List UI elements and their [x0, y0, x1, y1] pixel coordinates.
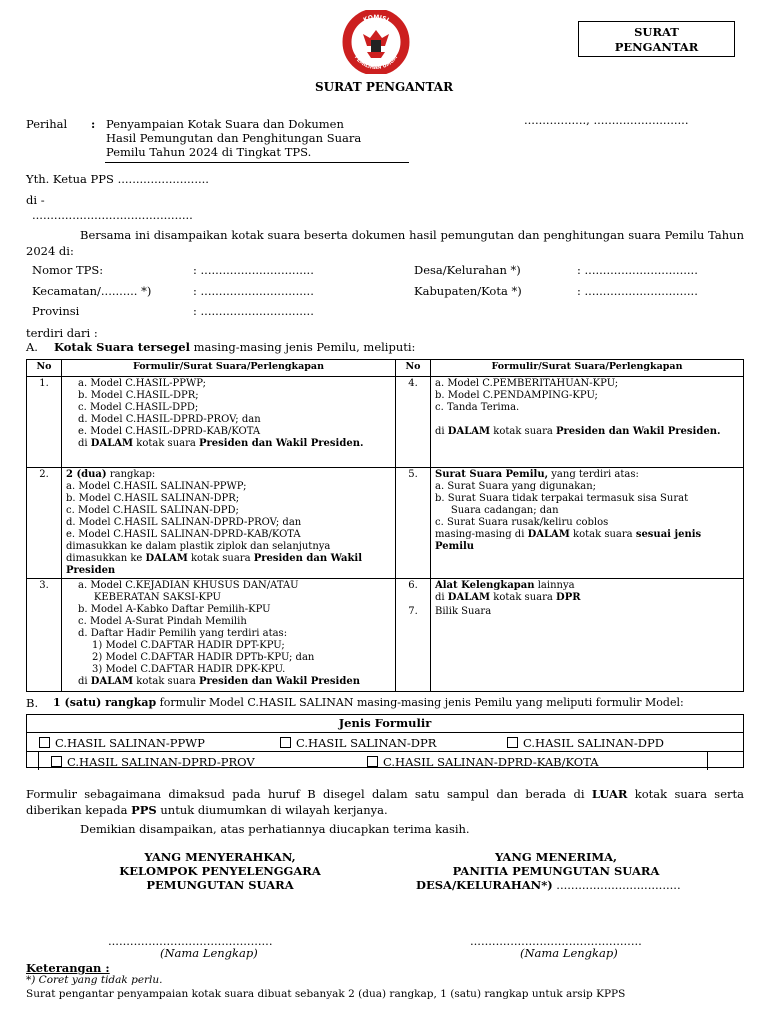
badge-line1: SURAT	[634, 25, 679, 39]
list-item: b. Model A-Kabko Daftar Pemilih-KPU	[78, 604, 271, 615]
checkbox-dprd-prov[interactable]: C.HASIL SALINAN-DPRD-PROV	[51, 755, 255, 769]
cell-footer: dimasukkan ke DALAM kotak suara Presiden dan Wakil Presiden	[66, 553, 362, 576]
perihal-line-1: Penyampaian Kotak Suara dan Dokumen	[106, 117, 344, 131]
list-item: c. Model A-Surat Pindah Memilih	[78, 616, 247, 627]
perihal-text	[106, 117, 406, 159]
row-no: 4.	[396, 377, 431, 468]
cell-footer: di DALAM kotak suara Presiden dan Wakil Presiden	[78, 676, 360, 687]
list-item: a. Model C.PEMBERITAHUAN-KPU;	[435, 378, 619, 389]
row-no: 6. 7.	[396, 579, 431, 692]
cell-footer: di DALAM kotak suara DPR	[435, 592, 581, 603]
table-row	[27, 377, 744, 468]
field-label-kecamatan: Kecamatan/.......... *)	[32, 284, 152, 298]
jenis-formulir-table	[26, 714, 744, 768]
list-item: b. Model C.HASIL SALINAN-DPR;	[66, 493, 240, 504]
checkbox-icon	[51, 756, 62, 767]
list-item: d. Model C.HASIL SALINAN-DPRD-PROV; dan	[66, 517, 302, 528]
col-header-form-left: Formulir/Surat Suara/Perlengkapan	[62, 360, 396, 377]
name-dots-left: .............................................	[108, 934, 273, 948]
jenis-formulir-row	[27, 733, 743, 752]
cell-head: Surat Suara Pemilu, yang terdiri atas:	[435, 469, 639, 480]
list-item: c. Model C.HASIL SALINAN-DPD;	[66, 505, 239, 516]
name-label-right: (Nama Lengkap)	[520, 946, 618, 960]
checkbox-dpr[interactable]: C.HASIL SALINAN-DPR	[280, 736, 436, 750]
section-a-letter: A.	[26, 340, 38, 354]
field-value-provinsi: : ...............................	[193, 304, 314, 318]
checkbox-icon	[39, 737, 50, 748]
field-label-nomor-tps: Nomor TPS:	[32, 263, 104, 277]
name-dots-right: ...............................................	[470, 934, 642, 948]
row-cell-left	[62, 468, 396, 579]
field-value-nomor-tps: : ...............................	[193, 263, 314, 277]
col-header-form-right: Formulir/Surat Suara/Perlengkapan	[431, 360, 744, 377]
kpu-logo	[337, 10, 415, 74]
checkbox-icon	[507, 737, 518, 748]
di-line: di -	[26, 193, 45, 207]
row-cell-left	[62, 579, 396, 692]
checkbox-icon	[280, 737, 291, 748]
row-cell-right	[431, 377, 744, 468]
cell-footer: masing-masing di DALAM kotak suara sesuai jenis Pemilu	[435, 529, 702, 552]
list-item: e. Model C.HASIL SALINAN-DPRD-KAB/KOTA	[66, 529, 301, 540]
recipient-line: Yth. Ketua PPS .........................	[26, 172, 209, 186]
perihal-line-3: Pemilu Tahun 2024 di Tingkat TPS.	[106, 145, 312, 159]
list-item: e. Model C.HASIL-DPRD-KAB/KOTA	[78, 426, 261, 437]
document-type-badge	[578, 21, 735, 57]
list-item: c. Surat Suara rusak/keliru coblos	[435, 517, 609, 528]
list-item: d. Daftar Hadir Pemilih yang terdiri atas:	[78, 628, 288, 639]
date-line: ................., ..........................	[524, 113, 689, 127]
badge-line2: PENGANTAR	[614, 40, 699, 54]
checkbox-ppwp[interactable]: C.HASIL SALINAN-PPWP	[39, 736, 205, 750]
section-a-rest: masing-masing jenis Pemilu, meliputi:	[189, 340, 416, 354]
luar-paragraph: Formulir sebagaimana dimaksud pada huruf B disegel dalam satu sampul dan berada di LUAR kotak suara serta diberikan kepada PPS untuk diumumkan di wilayah kerjanya.	[26, 787, 744, 817]
section-a-bold: Kotak Suara tersegel	[54, 340, 190, 354]
list-item: Suara cadangan; dan	[435, 505, 559, 516]
table-row	[27, 579, 744, 692]
section-b-heading: 1 (satu) rangkap formulir Model C.HASIL SALINAN masing-masing jenis Pemilu yang meliputi formulir Model:	[53, 696, 684, 709]
list-item: a. Model C.HASIL-PPWP;	[78, 378, 206, 389]
terdiri-label: terdiri dari :	[26, 326, 98, 340]
list-item: b. Model C.PENDAMPING-KPU;	[435, 390, 598, 401]
row-no: 3.	[27, 579, 62, 692]
field-value-kecamatan: : ...............................	[193, 284, 314, 298]
row-cell-right	[431, 579, 744, 692]
list-item: c. Tanda Terima.	[435, 402, 520, 413]
table-header-row	[27, 360, 744, 377]
list-item: a. Model C.HASIL SALINAN-PPWP;	[66, 481, 247, 492]
sub-list-item: 2) Model C.DAFTAR HADIR DPTb-KPU; dan	[92, 652, 315, 663]
checkbox-dpd[interactable]: C.HASIL SALINAN-DPD	[507, 736, 664, 750]
field-label-kabupaten: Kabupaten/Kota *)	[414, 284, 522, 298]
checkbox-dprd-kab[interactable]: C.HASIL SALINAN-DPRD-KAB/KOTA	[367, 755, 599, 769]
intro-paragraph: Bersama ini disampaikan kotak suara beserta dokumen hasil pemungutan dan penghitungan suara Pemilu Tahun 2024 di:	[26, 228, 744, 258]
cell-footer: di DALAM kotak suara Presiden dan Wakil Presiden.	[78, 438, 364, 449]
perihal-colon: :	[91, 117, 96, 131]
items-table	[26, 359, 744, 692]
name-label-left: (Nama Lengkap)	[160, 946, 258, 960]
list-item: b. Model C.HASIL-DPR;	[78, 390, 199, 401]
keterangan-label: Keterangan :	[26, 961, 110, 975]
di-dots: ............................................	[32, 208, 193, 222]
logo-top-text: KOMISI	[362, 13, 390, 24]
list-item: b. Surat Suara tidak terpakai termasuk sisa Surat	[435, 493, 689, 504]
table-row	[27, 468, 744, 579]
row-cell-left	[62, 377, 396, 468]
col-header-no-right: No	[396, 360, 431, 377]
row-no: 5.	[396, 468, 431, 579]
logo-bottom-text: PEMILIHAN UMUM	[352, 54, 400, 72]
section-b-letter: B.	[26, 696, 39, 710]
keterangan-note-1: *) Coret yang tidak perlu.	[26, 974, 163, 986]
list-item: KEBERATAN SAKSI-KPU	[78, 592, 221, 603]
document-title: SURAT PENGANTAR	[314, 80, 454, 94]
list-item: a. Surat Suara yang digunakan;	[435, 481, 597, 492]
row-no: 2.	[27, 468, 62, 579]
list-item: c. Model C.HASIL-DPD;	[78, 402, 199, 413]
jenis-formulir-row	[27, 752, 743, 770]
perihal-line-2: Hasil Pemungutan dan Penghitungan Suara	[106, 131, 362, 145]
field-label-desa: Desa/Kelurahan *)	[414, 263, 521, 277]
section-a-heading	[54, 340, 415, 354]
sub-list-item: 3) Model C.DAFTAR HADIR DPK-KPU.	[92, 664, 286, 675]
list-item: d. Model C.HASIL-DPRD-PROV; dan	[78, 414, 261, 425]
signature-block-right: YANG MENERIMA, PANITIA PEMUNGUTAN SUARA DESA/KELURAHAN*) ..................................	[416, 850, 681, 892]
signature-block-left: YANG MENYERAHKAN, KELOMPOK PENYELENGGARA PEMUNGUTAN SUARA	[119, 850, 321, 892]
perihal-label: Perihal	[26, 117, 68, 131]
checkbox-icon	[367, 756, 378, 767]
row-no: 1.	[27, 377, 62, 468]
field-value-kabupaten: : ...............................	[577, 284, 698, 298]
row-cell-right	[431, 468, 744, 579]
field-value-desa: : ...............................	[577, 263, 698, 277]
jenis-formulir-header: Jenis Formulir	[27, 715, 743, 733]
keterangan-note-2: Surat pengantar penyampaian kotak suara dibuat sebanyak 2 (dua) rangkap, 1 (satu) rangkap untuk arsip KPPS	[26, 988, 626, 1000]
sub-list-item: 1) Model C.DAFTAR HADIR DPT-KPU;	[92, 640, 285, 651]
list-item: a. Model C.KEJADIAN KHUSUS DAN/ATAU	[78, 580, 299, 591]
field-label-provinsi: Provinsi	[32, 304, 80, 318]
closing-text: Demikian disampaikan, atas perhatiannya diucapkan terima kasih.	[80, 822, 470, 836]
cell-head: 2 (dua) rangkap:	[66, 469, 156, 480]
cell-footer: di DALAM kotak suara Presiden dan Wakil Presiden.	[435, 426, 721, 437]
col-header-no-left: No	[27, 360, 62, 377]
cell-head: Alat Kelengkapan lainnya	[435, 580, 575, 591]
perihal-underline	[105, 162, 409, 163]
list-item: Bilik Suara	[435, 606, 492, 617]
cell-note: dimasukkan ke dalam plastik ziplok dan selanjutnya	[66, 541, 331, 552]
